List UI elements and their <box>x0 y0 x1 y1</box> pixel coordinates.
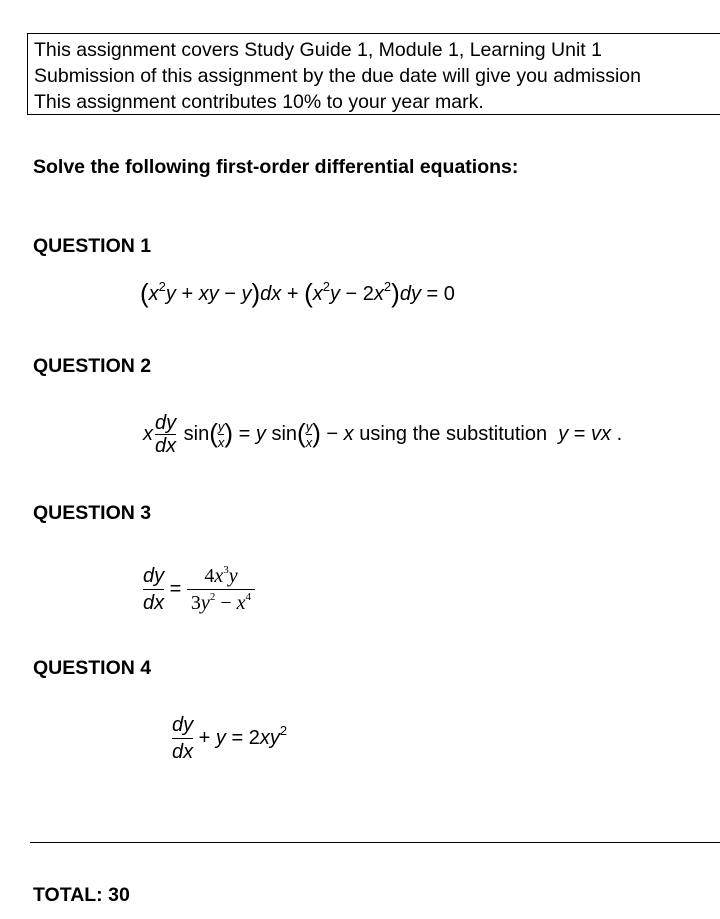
info-line-contribution: This assignment contributes 10% to your year mark. <box>34 91 484 113</box>
question-4-label: QUESTION 4 <box>33 657 152 679</box>
total-marks: TOTAL: 30 <box>33 884 130 906</box>
question-4-equation: $\frac{dy}{dx}$ + $y = 2xy^2$ <box>172 714 288 763</box>
question-3-label: QUESTION 3 <box>33 502 152 524</box>
question-2-substitution-text: using the substitution <box>359 422 548 445</box>
question-3-equation: $\frac{dy}{dx}$ = $\frac{4x^3y}{3y^2 - x^4}$ <box>143 563 255 616</box>
divider-line <box>30 842 720 843</box>
question-1-equation: ($x^2y$ + xy − $y)dx + (x^2y - 2x^2)dy = 0$ <box>140 278 455 308</box>
instruction-heading: Solve the following first-order differential equations: <box>33 156 519 178</box>
question-2-label: QUESTION 2 <box>33 355 152 377</box>
assignment-info-box <box>27 33 720 115</box>
question-1-label: QUESTION 1 <box>33 235 152 257</box>
question-2-equation: x $\frac{dy}{dx}$ sin( $\frac{y}{x}$ ) = y sin( $\frac{y}{x}$ ) − x using the substitution y = vx . <box>143 412 623 457</box>
info-line-study-guide: This assignment covers Study Guide 1, Module 1, Learning Unit 1 <box>34 39 602 61</box>
info-line-submission: Submission of this assignment by the due date will give you admission <box>34 65 641 87</box>
